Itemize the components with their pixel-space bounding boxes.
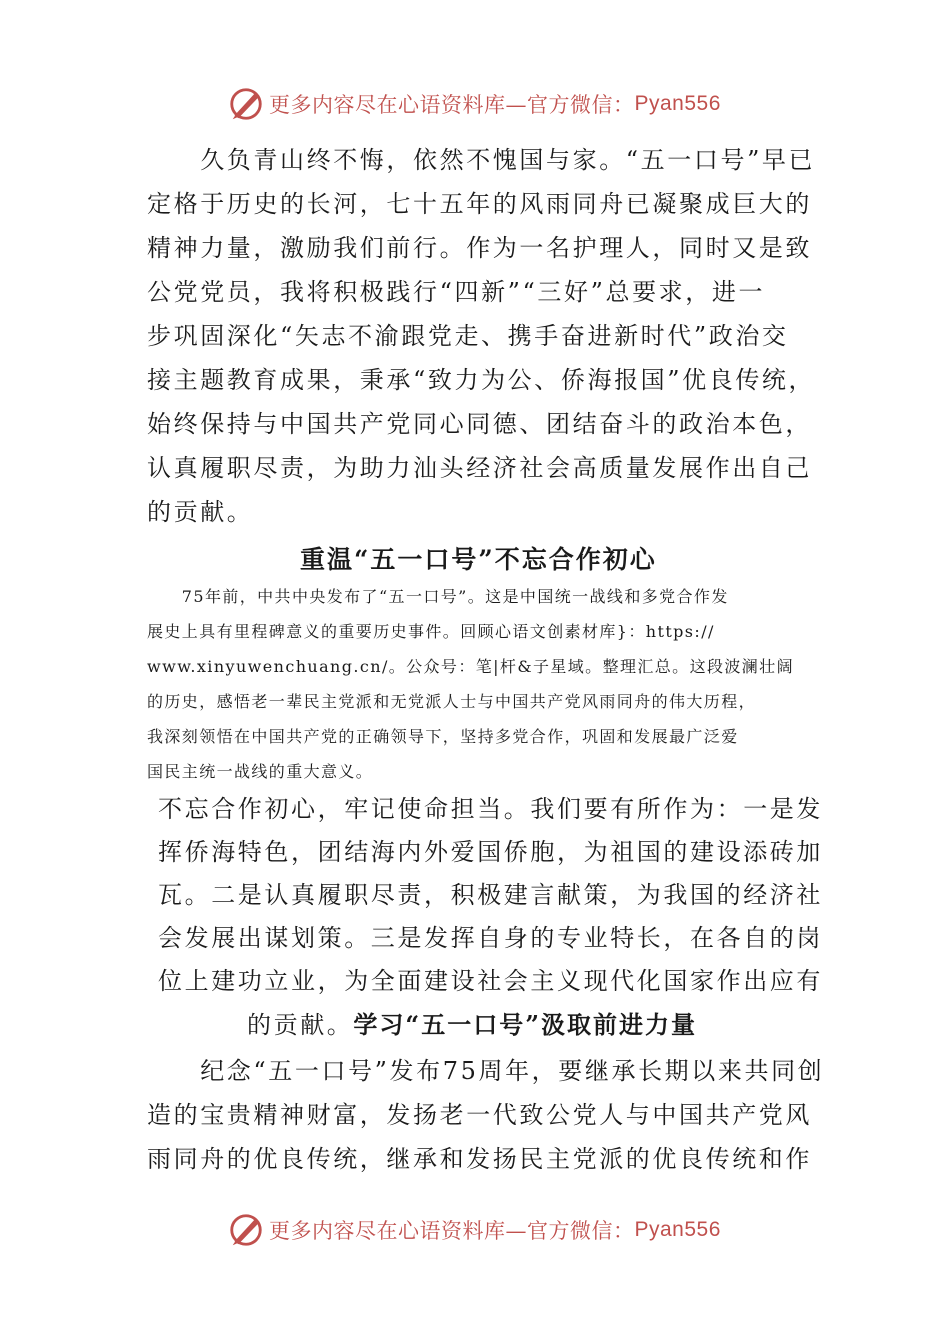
body-line: 步巩固深化“矢志不渝跟党走、携手奋进新时代”政治交	[147, 322, 789, 350]
body-line: 位上建功立业，为全面建设社会主义现代化国家作出应有	[158, 967, 823, 995]
pen-circle-icon	[227, 1211, 265, 1249]
pen-circle-icon	[227, 85, 265, 123]
small-line: 展史上具有里程碑意义的重要历史事件。回顾心语文创素材库}：https://	[147, 622, 715, 641]
banner-wechat-id: Pyan556	[634, 1218, 721, 1241]
small-line: 国民主统一战线的重大意义。	[147, 762, 374, 781]
footer-banner	[227, 1210, 747, 1250]
body-line: 认真履职尽责，为助力汕头经济社会高质量发展作出自己	[147, 454, 812, 482]
small-line: 的历史，感悟老一辈民主党派和无党派人士与中国共产党风雨同舟的伟大历程，	[147, 692, 757, 711]
body-line: 的贡献。	[147, 498, 254, 526]
body-line: 雨同舟的优良传统，继承和发扬民主党派的优良传统和作	[147, 1145, 812, 1173]
body-line: 久负青山终不悔，依然不愧国与家。“五一口号”早已	[147, 146, 816, 174]
body-line: 定格于历史的长河，七十五年的风雨同舟已凝聚成巨大的	[147, 190, 812, 218]
header-banner	[227, 84, 747, 124]
body-line: 接主题教育成果，秉承“致力为公、侨海报国”优良传统，	[147, 366, 816, 394]
body-line: 瓦。二是认真履职尽责，积极建言献策，为我国的经济社	[158, 881, 823, 909]
body-line: 挥侨海特色，团结海内外爱国侨胞，为祖国的建设添砖加	[158, 838, 823, 866]
section-heading: 学习“五一口号”汲取前进力量	[353, 1010, 698, 1039]
paragraph-end: 的贡献。	[247, 1011, 354, 1039]
body-line: 始终保持与中国共产党同心同德、团结奋斗的政治本色，	[147, 410, 812, 438]
small-line: 我深刻领悟在中国共产党的正确领导下，坚持多党合作，巩固和发展最广泛爱	[147, 727, 739, 746]
body-line: 不忘合作初心，牢记使命担当。我们要有所作为：一是发	[158, 795, 823, 823]
small-line: 75年前，中共中央发布了“五一口号”。这是中国统一战线和多党合作发	[147, 587, 729, 606]
section-heading: 重温“五一口号”不忘合作初心	[300, 545, 657, 574]
body-line	[247, 1011, 697, 1039]
banner-wechat-id: Pyan556	[634, 92, 721, 115]
small-line: www.xinyuwenchuang.cn/。公众号：笔|杆&子星域。整理汇总。这段波澜壮阔	[147, 657, 794, 676]
banner-text: 更多内容尽在心语资料库—官方微信：	[269, 1219, 635, 1243]
banner-text: 更多内容尽在心语资料库—官方微信：	[269, 93, 635, 117]
body-line: 造的宝贵精神财富，发扬老一代致公党人与中国共产党风	[147, 1101, 812, 1129]
body-line: 会发展出谋划策。三是发挥自身的专业特长，在各自的岗	[158, 924, 823, 952]
body-line: 纪念“五一口号”发布75周年，要继承长期以来共同创	[147, 1057, 825, 1085]
body-line: 公党党员，我将积极践行“四新”“三好”总要求，进一	[147, 278, 766, 306]
body-line: 精神力量，激励我们前行。作为一名护理人，同时又是致	[147, 234, 812, 262]
